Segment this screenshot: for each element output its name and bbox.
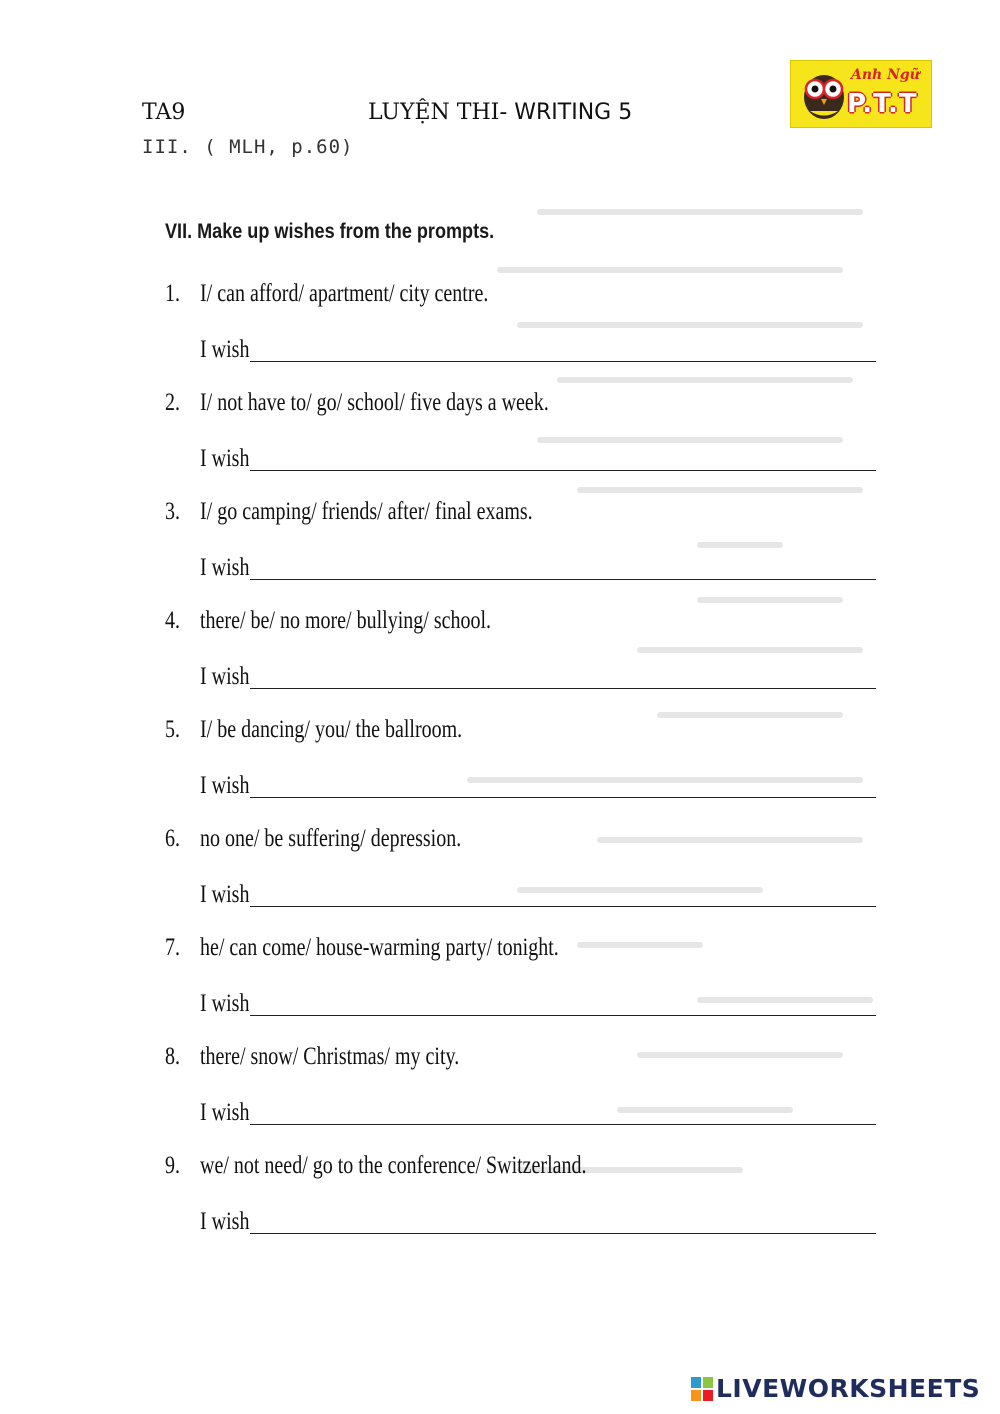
answer-label: I wish [200,663,250,690]
item-number: 2. [165,389,180,416]
brand-name: LIVEWORKSHEETS [716,1374,981,1403]
item-number: 5. [165,716,180,743]
exercise-item [0,607,1000,717]
source-reference: III. ( MLH, p.60) [142,136,354,158]
answer-line[interactable] [250,1233,876,1234]
answer-label: I wish [200,554,250,581]
answer-line[interactable] [250,1124,876,1125]
answer-line[interactable] [250,688,876,689]
item-prompt: I/ be dancing/ you/ the ballroom. [200,716,463,743]
exercise-item [0,498,1000,608]
item-prompt: I/ can afford/ apartment/ city centre. [200,280,489,307]
logo-tagline: Anh Ngữ [851,67,920,83]
worksheet-title [368,100,632,125]
owl-icon [799,67,849,121]
item-prompt: there/ snow/ Christmas/ my city. [200,1043,460,1070]
answer-label: I wish [200,1099,250,1126]
exercise-item [0,716,1000,826]
answer-line[interactable] [250,579,876,580]
item-prompt: there/ be/ no more/ bullying/ school. [200,607,492,634]
answer-label: I wish [200,445,250,472]
exercise-item [0,280,1000,390]
item-prompt: I/ not have to/ go/ school/ five days a week. [200,389,549,416]
answer-label: I wish [200,772,250,799]
exercise-item [0,1152,1000,1262]
answer-label: I wish [200,881,250,908]
item-number: 9. [165,1152,180,1179]
section-title: VII. Make up wishes from the prompts. [165,220,495,243]
answer-line[interactable] [250,906,876,907]
item-prompt: we/ not need/ go to the conference/ Switzerland. [200,1152,587,1179]
title-main: LUYỆN THI [368,100,500,125]
answer-label: I wish [200,336,250,363]
item-number: 6. [165,825,180,852]
logo-brand: P.T.T [847,89,918,119]
answer-line[interactable] [250,1015,876,1016]
item-prompt: he/ can come/ house-warming party/ tonight. [200,934,559,961]
answer-label: I wish [200,990,250,1017]
title-tail: - WRITING 5 [499,100,633,125]
liveworksheets-logo-icon [690,1376,714,1402]
center-logo [790,60,932,128]
exercise-item [0,389,1000,499]
item-number: 4. [165,607,180,634]
exercise-item [0,825,1000,935]
answer-line[interactable] [250,470,876,471]
exercise-item [0,1043,1000,1153]
item-number: 1. [165,280,180,307]
exercise-item [0,934,1000,1044]
item-number: 3. [165,498,180,525]
item-prompt: I/ go camping/ friends/ after/ final exams. [200,498,533,525]
worksheet-code: TA9 [142,100,186,125]
item-number: 8. [165,1043,180,1070]
answer-label: I wish [200,1208,250,1235]
item-number: 7. [165,934,180,961]
answer-line[interactable] [250,797,876,798]
answer-line[interactable] [250,361,876,362]
item-prompt: no one/ be suffering/ depression. [200,825,462,852]
